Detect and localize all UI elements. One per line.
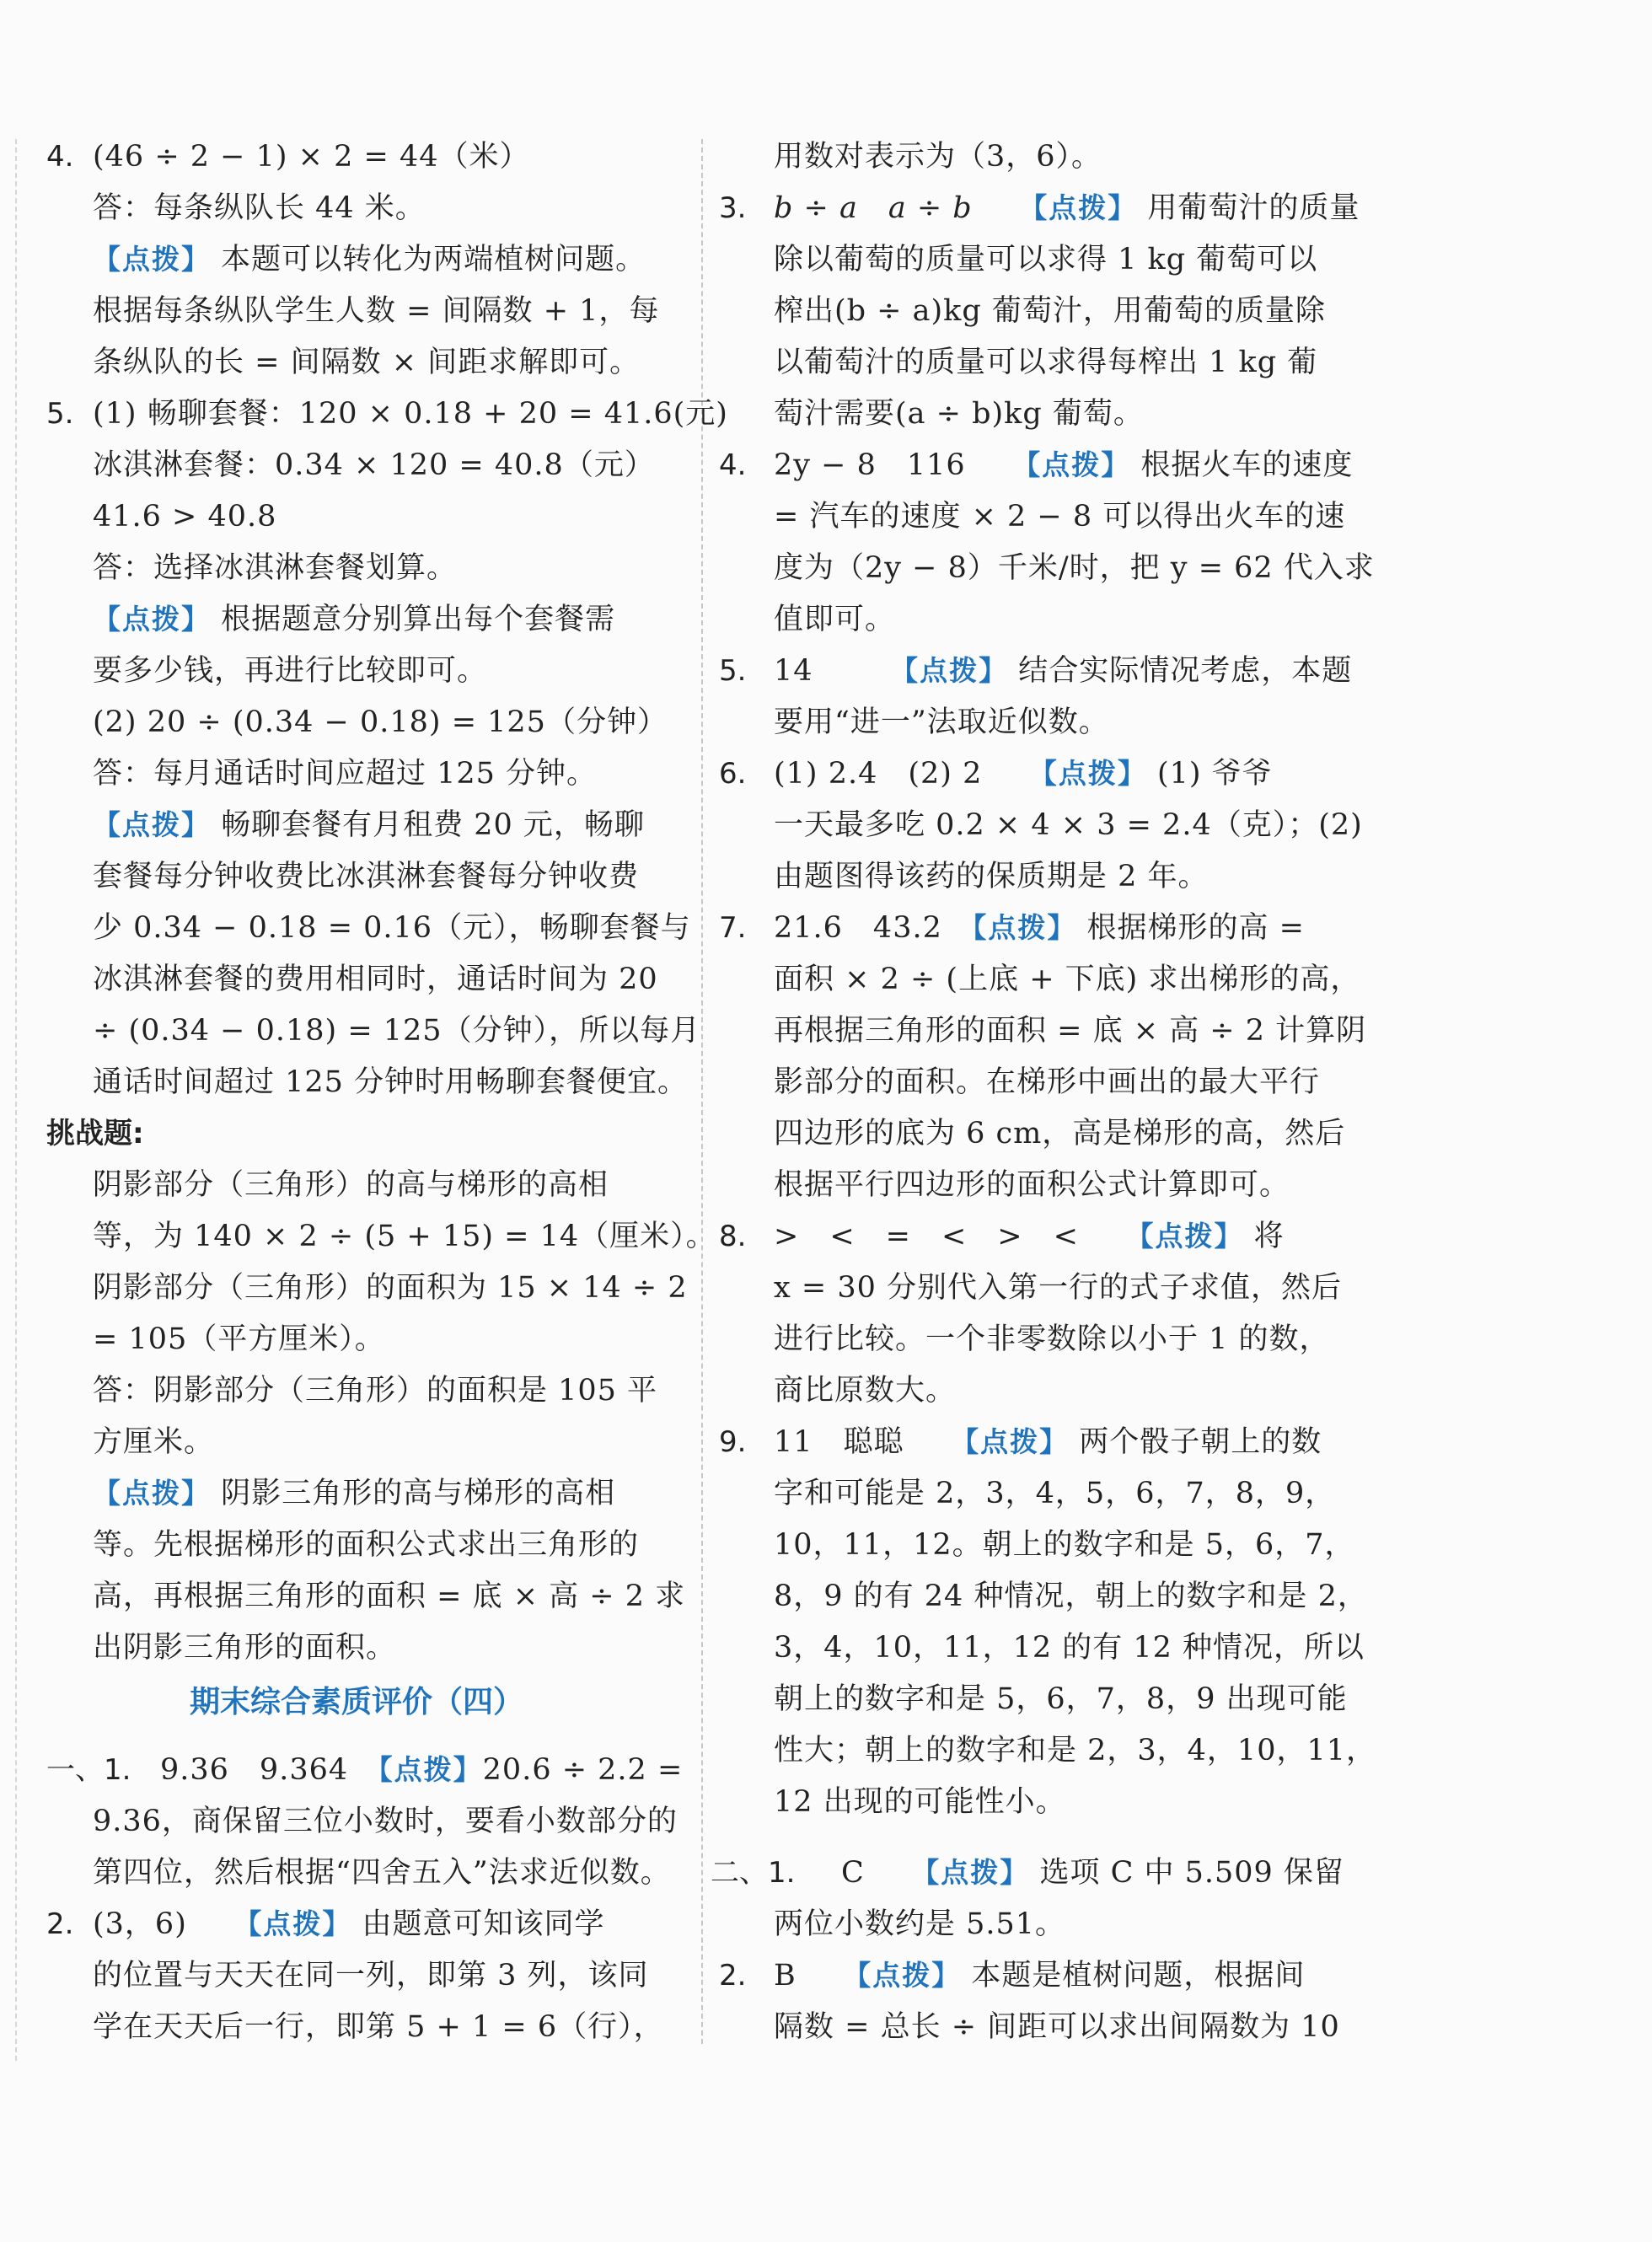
- answer-line: 答：每条纵队长 44 米。: [93, 191, 426, 225]
- hint-line: 条纵队的长 = 间隔数 × 间距求解即可。: [93, 346, 641, 379]
- hint-line: 要多少钱，再进行比较即可。: [93, 654, 488, 688]
- solution-line: 阴影部分（三角形）的面积为 15 × 14 ÷ 2: [93, 1271, 688, 1305]
- hint-label: 【点拨】: [93, 808, 211, 841]
- continued-line: 用数对表示为（3，6）。: [774, 140, 1102, 174]
- answer-line: 14 【点拨】 结合实际情况考虑，本题: [774, 654, 1353, 688]
- hint-line: 【点拨】 畅聊套餐有月租费 20 元，畅聊: [93, 808, 645, 842]
- question-number: 9.: [719, 1425, 747, 1459]
- hint-label: 【点拨】: [1026, 448, 1131, 481]
- answer-line: 9.36 9.364 【点拨】20.6 ÷ 2.2 =: [160, 1753, 684, 1787]
- solution-line: 冰淇淋套餐：0.34 × 120 = 40.8（元）: [93, 448, 655, 482]
- answer-line: 11 聪聪 【点拨】 两个骰子朝上的数: [774, 1425, 1322, 1459]
- question-number: 一、1.: [46, 1753, 131, 1787]
- hint-line: 出阴影三角形的面积。: [93, 1631, 397, 1665]
- hint-line: 3，4，10，11，12 的有 12 种情况，所以: [774, 1631, 1365, 1665]
- question-number: 2.: [719, 1959, 747, 1993]
- hint-label: 【点拨】: [247, 1907, 352, 1940]
- left-edge-guide: [15, 139, 17, 2061]
- hint-label: 【点拨】: [93, 603, 211, 636]
- hint-line: x = 30 分别代入第一行的式子求值，然后: [774, 1271, 1342, 1305]
- question-number: 二、1.: [711, 1856, 796, 1890]
- solution-line: 等，为 140 × 2 ÷ (5 + 15) = 14（厘米）。: [93, 1220, 716, 1253]
- hint-line: 要用“进一”法取近似数。: [774, 705, 1109, 739]
- hint-line: 10，11，12。朝上的数字和是 5，6，7，: [774, 1528, 1355, 1562]
- hint-line: 少 0.34 − 0.18 = 0.16（元），畅聊套餐与: [93, 911, 691, 945]
- hint-line: 萄汁需要(a ÷ b)kg 葡萄。: [774, 397, 1144, 431]
- hint-label: 【点拨】: [972, 911, 1077, 944]
- hint-label: 【点拨】: [904, 654, 1009, 687]
- hint-label: 【点拨】: [925, 1856, 1030, 1889]
- hint-label: 【点拨】: [1139, 1220, 1244, 1252]
- solution-line: 41.6 > 40.8: [93, 500, 277, 534]
- hint-line: = 汽车的速度 × 2 − 8 可以得出火车的速: [774, 500, 1346, 534]
- answer-line: 答：每月通话时间应超过 125 分钟。: [93, 757, 598, 791]
- challenge-heading: 挑战题:: [46, 1117, 144, 1150]
- hint-line: 面积 × 2 ÷ (上底 + 下底) 求出梯形的高，: [774, 963, 1361, 996]
- hint-line: 隔数 = 总长 ÷ 间距可以求出间隔数为 10: [774, 2010, 1340, 2044]
- solution-line: (46 ÷ 2 − 1) × 2 = 44（米）: [93, 140, 530, 174]
- hint-line: 再根据三角形的面积 = 底 × 高 ÷ 2 计算阴: [774, 1014, 1367, 1048]
- hint-line: 通话时间超过 125 分钟时用畅聊套餐便宜。: [93, 1065, 689, 1099]
- answer-line: 方厘米。: [93, 1425, 215, 1459]
- hint-line: 榨出(b ÷ a)kg 葡萄汁，用葡萄的质量除: [774, 294, 1326, 328]
- hint-label: 【点拨】: [1043, 757, 1147, 790]
- answer-line: C 【点拨】 选项 C 中 5.509 保留: [841, 1856, 1344, 1890]
- hint-line: 【点拨】 本题可以转化为两端植树问题。: [93, 243, 646, 276]
- hint-line: 字和可能是 2，3，4，5，6，7，8，9，: [774, 1477, 1336, 1510]
- hint-label: 【点拨】: [93, 243, 211, 276]
- solution-line: (1) 畅聊套餐：120 × 0.18 + 20 = 41.6(元): [93, 397, 728, 431]
- hint-line: 商比原数大。: [774, 1374, 957, 1408]
- hint-line: 的位置与天天在同一列，即第 3 列，该同: [93, 1959, 649, 1993]
- hint-line: 【点拨】 根据题意分别算出每个套餐需: [93, 603, 616, 636]
- hint-line: 影部分的面积。在梯形中画出的最大平行: [774, 1065, 1321, 1099]
- hint-line: 度为（2y − 8）千米/时，把 y = 62 代入求: [774, 551, 1375, 585]
- solution-line: 阴影部分（三角形）的高与梯形的高相: [93, 1168, 609, 1202]
- hint-label: 【点拨】: [93, 1477, 211, 1510]
- hint-line: 根据每条纵队学生人数 = 间隔数 + 1，每: [93, 294, 660, 328]
- hint-line: 学在天天后一行，即第 5 + 1 = 6（行），: [93, 2010, 664, 2044]
- hint-line: 除以葡萄的质量可以求得 1 kg 葡萄可以: [774, 243, 1318, 276]
- solution-line: (2) 20 ÷ (0.34 − 0.18) = 125（分钟）: [93, 705, 668, 739]
- answer-line: 21.6 43.2 【点拨】 根据梯形的高 =: [774, 911, 1305, 945]
- question-number: 5.: [719, 654, 747, 688]
- hint-line: 第四位，然后根据“四舍五入”法求近似数。: [93, 1856, 671, 1890]
- hint-line: 8，9 的有 24 种情况，朝上的数字和是 2，: [774, 1580, 1368, 1613]
- answer-line: B 【点拨】 本题是植树问题，根据间: [774, 1959, 1306, 1993]
- answer-line: 2y − 8 116 【点拨】 根据火车的速度: [774, 448, 1354, 482]
- hint-line: 性大；朝上的数字和是 2，3，4，10，11，: [774, 1734, 1377, 1767]
- hint-line: 朝上的数字和是 5，6，7，8，9 出现可能: [774, 1682, 1348, 1716]
- hint-line: 套餐每分钟收费比冰淇淋套餐每分钟收费: [93, 860, 640, 893]
- hint-line: 9.36，商保留三位小数时，要看小数部分的: [93, 1805, 678, 1838]
- hint-line: 由题图得该药的保质期是 2 年。: [774, 860, 1209, 893]
- answer-line: (3，6) 【点拨】 由题意可知该同学: [93, 1907, 605, 1941]
- answer-line: (1) 2.4 (2) 2 【点拨】 (1) 爷爷: [774, 757, 1273, 791]
- answer-line: b ÷ a a ÷ b 【点拨】 用葡萄汁的质量: [774, 191, 1360, 225]
- question-number: 4.: [46, 140, 74, 174]
- question-number: 3.: [719, 191, 747, 225]
- question-number: 5.: [46, 397, 74, 431]
- answer-line: > < = < > < 【点拨】 将: [774, 1220, 1285, 1253]
- hint-line: 以葡萄汁的质量可以求得每榨出 1 kg 葡: [774, 346, 1318, 379]
- hint-line: 12 出现的可能性小。: [774, 1785, 1066, 1819]
- hint-line: 两位小数约是 5.51。: [774, 1907, 1066, 1941]
- question-number: 2.: [46, 1907, 74, 1941]
- question-number: 6.: [719, 757, 747, 791]
- section-title: 期末综合素质评价（四）: [190, 1685, 524, 1719]
- question-number: 4.: [719, 448, 747, 482]
- hint-line: 四边形的底为 6 cm，高是梯形的高，然后: [774, 1117, 1346, 1150]
- solution-line: = 105（平方厘米）。: [93, 1322, 385, 1356]
- hint-label: 【点拨】: [964, 1425, 1070, 1458]
- hint-line: 【点拨】 阴影三角形的高与梯形的高相: [93, 1477, 616, 1510]
- hint-line: 冰淇淋套餐的费用相同时，通话时间为 20: [93, 963, 658, 996]
- hint-label: 【点拨】: [378, 1753, 483, 1786]
- answer-line: 答：阴影部分（三角形）的面积是 105 平: [93, 1374, 658, 1408]
- hint-label: 【点拨】: [856, 1959, 962, 1992]
- hint-line: 等。先根据梯形的面积公式求出三角形的: [93, 1528, 640, 1562]
- hint-line: 高，再根据三角形的面积 = 底 × 高 ÷ 2 求: [93, 1580, 686, 1613]
- question-number: 8.: [719, 1220, 747, 1253]
- hint-label: 【点拨】: [1032, 191, 1138, 224]
- question-number: 7.: [719, 911, 747, 945]
- hint-line: 根据平行四边形的面积公式计算即可。: [774, 1168, 1290, 1202]
- hint-line: 值即可。: [774, 603, 896, 636]
- hint-line: ÷ (0.34 − 0.18) = 125（分钟），所以每月: [93, 1014, 701, 1048]
- hint-line: 进行比较。一个非零数除以小于 1 的数，: [774, 1322, 1330, 1356]
- answer-line: 答：选择冰淇淋套餐划算。: [93, 551, 458, 585]
- hint-line: 一天最多吃 0.2 × 4 × 3 = 2.4（克）；(2): [774, 808, 1363, 842]
